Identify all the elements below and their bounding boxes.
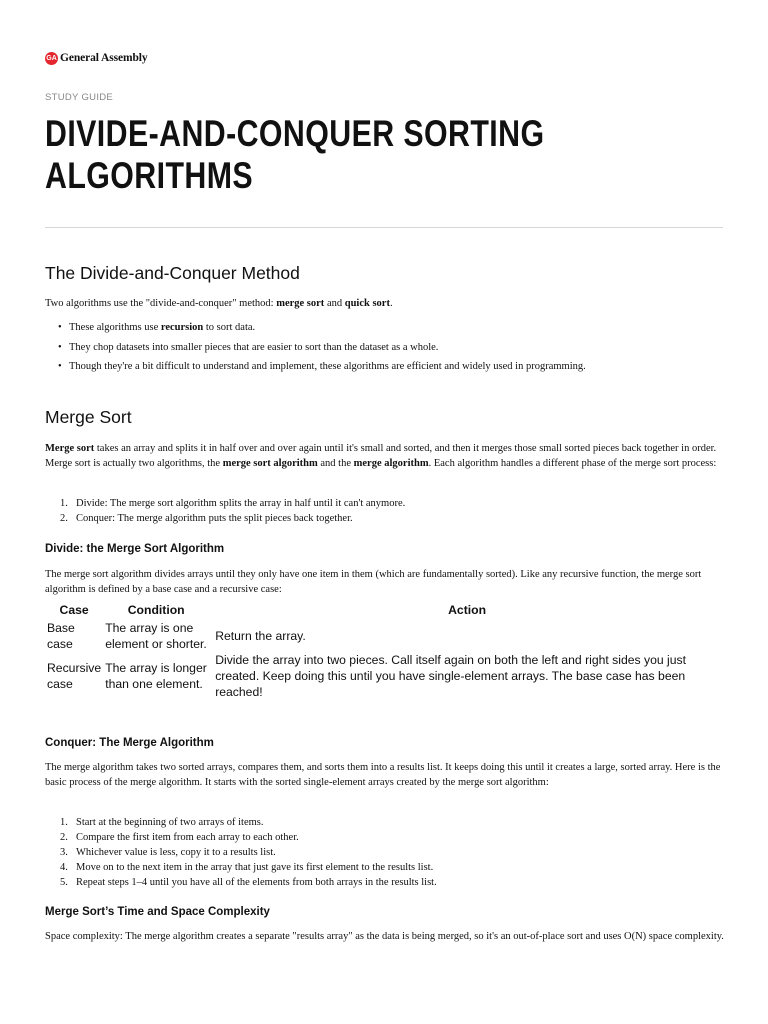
section-heading-merge-sort: Merge Sort: [45, 407, 132, 427]
section1-bullet-list: [58, 318, 718, 377]
title-divider: [45, 227, 723, 228]
conquer-description: The merge algorithm takes two sorted arrays, compares them, and sorts them into a results list. It keeps doing this until it creates a large, sorted array. Here is the basic process of the merge algorithm. It starts with the sorted single-element arrays created by the merge sort algorithm:: [45, 762, 721, 788]
list-item: 4. Move on to the next item in the array that just gave its first element to the results list.: [60, 862, 434, 873]
list-item: 2. Compare the first item from each array to each other.: [60, 832, 299, 843]
table-header-row: [45, 600, 725, 620]
merge-sort-phases-list: [58, 496, 718, 526]
page-title: [45, 113, 570, 197]
table-cell-condition: The array is longer than one element.: [105, 661, 207, 691]
subheading-divide: Divide: the Merge Sort Algorithm: [45, 543, 225, 555]
table-cell-action: Return the array.: [215, 629, 306, 643]
list-item: 5. Repeat steps 1–4 until you have all of the elements from both arrays in the results list.: [60, 877, 437, 888]
list-item: 1. Divide: The merge sort algorithm splits the array in half until it can't anymore.: [60, 498, 406, 509]
divide-description: The merge sort algorithm divides arrays until they only have one item in them (which are fundamentally sorted). Like any recursive function, the merge sort algorithm is defined by a base case and a recursive case:: [45, 569, 702, 595]
list-item: 3. Whichever value is less, copy it to a results list.: [60, 847, 276, 858]
table-cell-case: Recursive case: [47, 661, 102, 691]
list-item: • Though they're a bit difficult to understand and implement, these algorithms are efficient and widely used in programming.: [58, 357, 718, 377]
page-title-line-2: ALGORITHMS: [45, 155, 254, 196]
column-header-action: Action: [448, 602, 487, 617]
ga-logo-icon: GA: [45, 52, 58, 65]
merge-sort-intro: Merge sort takes an array and splits it in half over and over again until it's small and sorted, and then it merges those small sorted pieces back together in order. Merge sort is actually two algorithms, the merge sort algorithm and the merge algorithm. Each algorithm handles a different phase of the merge sort process:: [45, 443, 717, 469]
column-header-condition: Condition: [127, 602, 185, 617]
table-cell-action: Divide the array into two pieces. Call itself again on both the left and right sides you just created. Keep doing this until you have single-element arrays. The base case has been reached!: [215, 653, 687, 699]
list-item: • They chop datasets into smaller pieces that are easier to sort than the dataset as a whole.: [58, 338, 718, 358]
merge-algorithm-steps-list: [58, 815, 718, 890]
table-row: [45, 620, 725, 652]
column-header-case: Case: [59, 602, 89, 617]
merge-sort-cases-table: [45, 600, 725, 700]
subheading-conquer: Conquer: The Merge Algorithm: [45, 737, 214, 749]
table-cell-case: Base case: [47, 621, 75, 651]
list-item: • These algorithms use recursion to sort data.: [58, 318, 718, 338]
table-row: [45, 652, 725, 700]
section-heading-divide-and-conquer: The Divide-and-Conquer Method: [45, 263, 300, 283]
complexity-description: Space complexity: The merge algorithm creates a separate "results array" as the data is being merged, so it's an out-of-place sort and uses O(N) space complexity.: [45, 931, 724, 942]
section1-intro: Two algorithms use the "divide-and-conquer" method: merge sort and quick sort.: [45, 298, 393, 309]
table-cell-condition: The array is one element or shorter.: [105, 621, 207, 651]
study-guide-label: STUDY GUIDE: [45, 92, 114, 103]
subheading-complexity: Merge Sort’s Time and Space Complexity: [45, 906, 270, 918]
list-item: 2. Conquer: The merge algorithm puts the split pieces back together.: [60, 513, 353, 524]
general-assembly-logo[interactable]: [45, 50, 148, 66]
list-item: 1. Start at the beginning of two arrays of items.: [60, 817, 264, 828]
logo-text: General Assembly: [60, 52, 148, 64]
page-title-line-1: DIVIDE-AND-CONQUER SORTING: [45, 113, 545, 154]
